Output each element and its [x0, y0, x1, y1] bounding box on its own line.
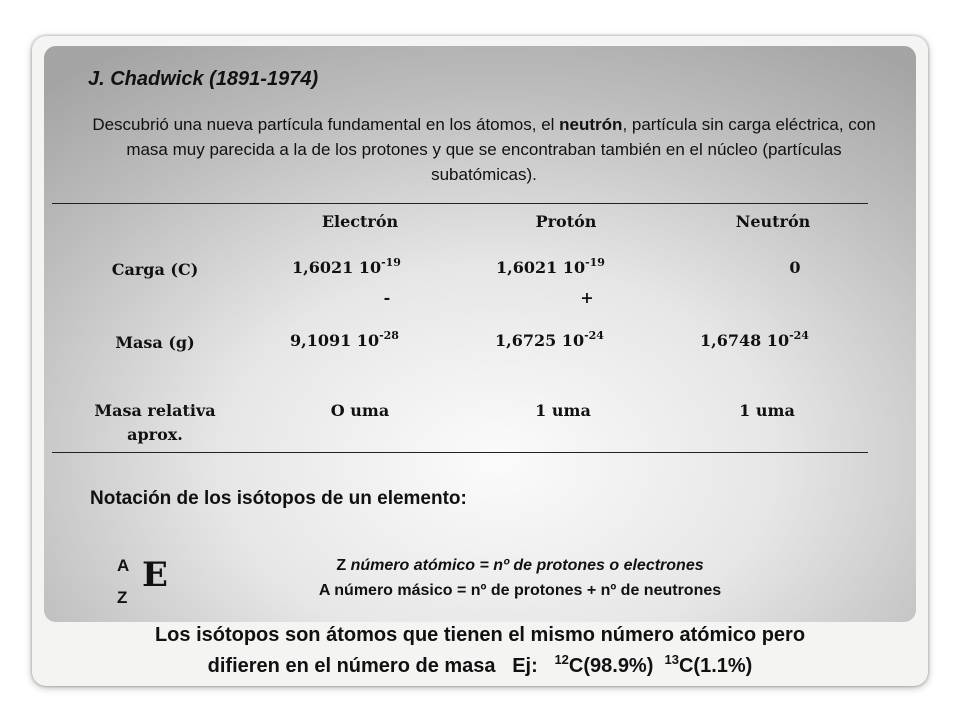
mass-neutron [700, 331, 809, 350]
intro-paragraph [82, 112, 886, 187]
mass-electron-value: 9,1091 10 [290, 331, 380, 350]
mass-neutron-exp: -24 [789, 329, 809, 342]
charge-proton-sign: + [580, 288, 594, 307]
row-label-mass: Masa (g) [115, 333, 195, 352]
c12-abundance: C(98.9%) [568, 655, 665, 677]
charge-electron-value: 1,6021 10 [292, 258, 382, 277]
intro-text-start: Descubrió una nueva partícula fundamental en los átomos, el [92, 115, 560, 134]
c13-abundance: C(1.1%) [678, 655, 753, 677]
charge-proton-exp: -19 [585, 256, 605, 269]
notation-heading: Notación de los isótopos de un elemento: [90, 488, 467, 509]
relative-proton: 1 uma [535, 401, 591, 420]
mass-proton [495, 331, 604, 350]
relative-electron: O uma [330, 401, 390, 420]
mass-electron-exp: -28 [379, 329, 399, 342]
row-label-charge: Carga (C) [111, 260, 199, 279]
header-proton: Protón [535, 212, 597, 231]
row-label-relative-mass-line1: Masa relativa [94, 401, 216, 420]
charge-electron [292, 258, 401, 277]
footer-line-1: Los isótopos son átomos que tienen el mismo número atómico pero [154, 624, 806, 646]
isotope-atomic-number-symbol: Z [117, 588, 128, 607]
charge-proton [496, 258, 605, 277]
relative-neutron: 1 uma [739, 401, 795, 420]
mass-number-definition: A número másico = nº de protones + nº de neutrones [318, 582, 722, 599]
charge-neutron: 0 [789, 258, 801, 277]
footer-line-2-text: difieren en el número de masa Ej: [207, 655, 555, 677]
c13-mass-number: 13 [664, 652, 679, 667]
mass-proton-exp: -24 [584, 329, 604, 342]
mass-neutron-value: 1,6748 10 [700, 331, 790, 350]
charge-proton-value: 1,6021 10 [496, 258, 586, 277]
z-definition-text: número atómico = nº de protones o electrones [346, 557, 704, 574]
isotope-mass-number-symbol: A [117, 556, 130, 575]
mass-proton-value: 1,6725 10 [495, 331, 585, 350]
atomic-number-definition [180, 557, 860, 575]
intro-text-end: , partícula sin carga eléctrica, con masa muy parecida a la de los protones y que se encontraban también en el núcleo (partículas subatómicas). [126, 115, 876, 184]
mass-electron [290, 331, 399, 350]
charge-electron-exp: -19 [381, 256, 401, 269]
charge-electron-sign: - [383, 288, 391, 307]
footer-line-2 [60, 652, 900, 678]
table-bottom-rule [52, 452, 868, 453]
intro-bold-neutron: neutrón [559, 115, 623, 134]
isotope-element-symbol: E [142, 555, 168, 595]
c12-mass-number: 12 [554, 652, 569, 667]
slide-title: J. Chadwick (1891-1974) [88, 68, 319, 90]
header-neutron: Neutrón [735, 212, 811, 231]
row-label-relative-mass-line2: aprox. [127, 425, 183, 444]
table-top-rule [52, 203, 868, 204]
header-electron: Electrón [321, 212, 399, 231]
z-letter: Z [336, 557, 347, 574]
